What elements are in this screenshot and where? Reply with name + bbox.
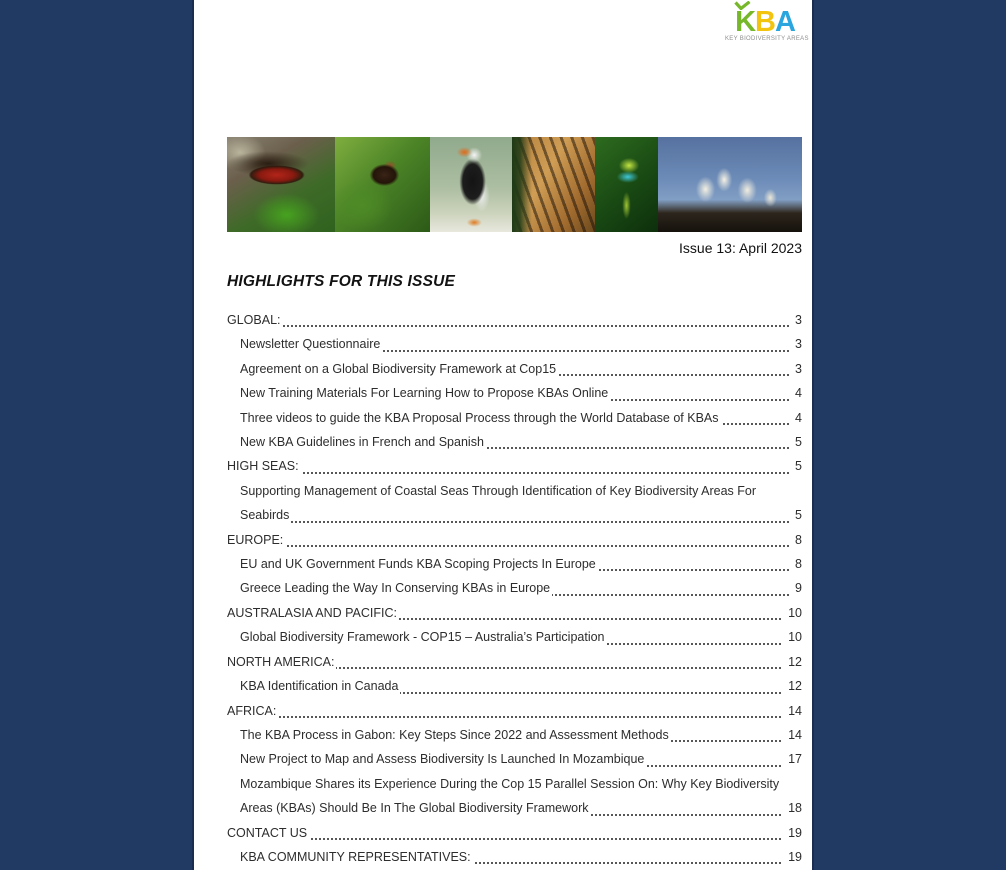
toc-entry-page: 8: [790, 528, 802, 552]
toc-entry-label: Greece Leading the Way In Conserving KBAs in Europe: [240, 581, 552, 599]
toc-entry-page: 12: [783, 674, 802, 698]
toc-entry-page: 4: [790, 381, 802, 405]
toc-entry-page: 8: [790, 552, 802, 576]
toc-entry-label: Supporting Management of Coastal Seas Through Identification of Key Biodiversity Areas For Seabirds: [240, 484, 756, 526]
toc-entry[interactable]: [227, 650, 802, 674]
toc-entry-page: 5: [790, 454, 802, 478]
logo-letter: B: [755, 6, 775, 38]
toc-entry-label: The KBA Process in Gabon: Key Steps Since 2022 and Assessment Methods: [240, 728, 671, 746]
dotted-leader: [227, 325, 801, 327]
puffin-photo: [430, 137, 512, 232]
toc-entry[interactable]: [227, 528, 802, 552]
toc-entry-page: 17: [783, 747, 802, 771]
dotted-leader: [240, 521, 801, 523]
toc-entry-label: Global Biodiversity Framework - COP15 – Australia’s Participation: [240, 630, 607, 648]
toc-entry[interactable]: [227, 601, 802, 625]
dotted-leader: [227, 838, 801, 840]
logo-letter: A: [774, 6, 795, 38]
toc-entry[interactable]: [227, 381, 802, 405]
toc-entry-label: KBA COMMUNITY REPRESENTATIVES:: [240, 850, 473, 868]
table-of-contents: [227, 308, 802, 869]
toc-entry-label: New KBA Guidelines in French and Spanish: [240, 435, 486, 453]
toc-entry-label: New Project to Map and Assess Biodiversity Is Launched In Mozambique: [240, 752, 646, 770]
tiger-photo: [512, 137, 595, 232]
toc-entry-label: CONTACT US: [227, 826, 309, 844]
toc-entry[interactable]: [227, 821, 802, 845]
logo-letter: K: [735, 6, 756, 38]
toc-entry[interactable]: [227, 625, 802, 649]
toc-entry-page: 3: [790, 357, 802, 381]
toc-entry-page: 4: [790, 406, 802, 430]
toc-entry-page: 14: [783, 723, 802, 747]
toc-entry-label: KBA Identification in Canada: [240, 679, 400, 697]
toc-entry-page: 10: [783, 601, 802, 625]
toc-entry-label: Mozambique Shares its Experience During the Cop 15 Parallel Session On: Why Key Biodiversity Areas (KBAs) Should Be In The Global Biodiversity Framework: [240, 777, 779, 819]
toc-entry-page: 19: [783, 821, 802, 845]
beetle-photo: [335, 137, 430, 232]
toc-entry-page: 5: [790, 430, 802, 454]
dotted-leader: [227, 545, 801, 547]
dotted-leader: [227, 716, 801, 718]
toc-entry[interactable]: [227, 845, 802, 869]
toc-entry-label: Newsletter Questionnaire: [240, 337, 382, 355]
toc-entry[interactable]: [227, 674, 802, 698]
document-page: [194, 0, 812, 870]
kba-logo-tagline: KEY BIODIVERSITY AREAS: [725, 36, 809, 42]
toc-entry-page: 10: [783, 625, 802, 649]
toc-entry[interactable]: [227, 723, 802, 747]
toc-entry-page: 3: [790, 332, 802, 356]
page-title: HIGHLIGHTS FOR THIS ISSUE: [227, 273, 456, 290]
toc-entry[interactable]: [227, 772, 802, 821]
toc-entry[interactable]: [227, 430, 802, 454]
kba-logo: [725, 0, 809, 42]
toc-entry[interactable]: [227, 454, 802, 478]
toc-entry-page: 3: [790, 308, 802, 332]
gannets-photo: [658, 137, 802, 232]
toc-entry[interactable]: [227, 699, 802, 723]
toc-entry-label: AFRICA:: [227, 704, 278, 722]
dotted-leader: [227, 472, 801, 474]
toc-entry-label: GLOBAL:: [227, 313, 283, 331]
toc-entry[interactable]: [227, 406, 802, 430]
toc-entry-page: 18: [783, 796, 802, 820]
toc-entry-page: 14: [783, 699, 802, 723]
toc-entry-page: 5: [790, 503, 802, 527]
toc-entry-label: AUSTRALASIA AND PACIFIC:: [227, 606, 399, 624]
banner-photo-strip: [227, 137, 802, 232]
toc-entry-label: HIGH SEAS:: [227, 459, 301, 477]
toc-entry-label: EUROPE:: [227, 533, 285, 551]
leaf-caron-icon: [734, 1, 751, 10]
toc-entry-page: 9: [790, 576, 802, 600]
caron-path: [736, 2, 750, 9]
toc-entry-label: Agreement on a Global Biodiversity Framework at Cop15: [240, 362, 558, 380]
toc-entry[interactable]: [227, 332, 802, 356]
toc-entry[interactable]: [227, 308, 802, 332]
toc-entry[interactable]: [227, 479, 802, 528]
salamander-photo: [227, 137, 335, 232]
toc-entry[interactable]: [227, 576, 802, 600]
issue-date: Issue 13: April 2023: [679, 240, 802, 256]
toc-entry[interactable]: [227, 357, 802, 381]
toc-entry[interactable]: [227, 552, 802, 576]
toc-entry-label: NORTH AMERICA:: [227, 655, 336, 673]
toc-entry-label: Three videos to guide the KBA Proposal Process through the World Database of KBAs: [240, 411, 721, 429]
toc-entry-page: 19: [783, 845, 802, 869]
toc-entry-label: EU and UK Government Funds KBA Scoping Projects In Europe: [240, 557, 598, 575]
tree-frog-photo: [595, 137, 658, 232]
toc-entry-page: 12: [783, 650, 802, 674]
toc-entry-label: New Training Materials For Learning How to Propose KBAs Online: [240, 386, 610, 404]
toc-entry[interactable]: [227, 747, 802, 771]
